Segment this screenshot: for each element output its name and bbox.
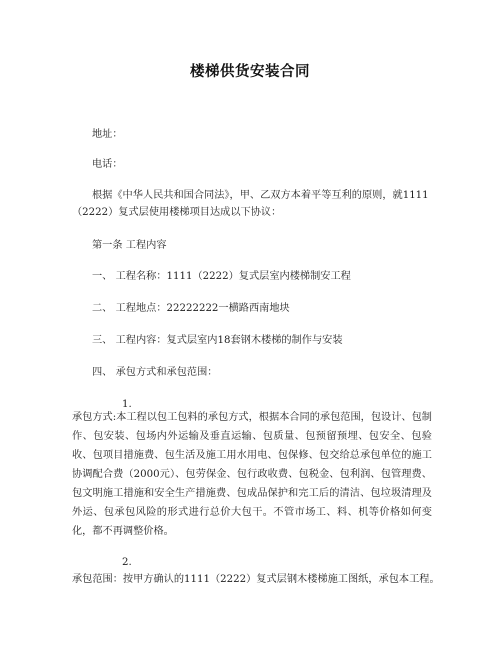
intro-line-2: （2222）复式层使用楼梯项目达成以下协议： [72,207,282,218]
sub-item-1-number: 1. [122,399,132,410]
item-1: 一、 工程名称：1111（2222）复式层室内楼梯制安工程 [92,271,351,282]
sub-item-2-number: 2. [122,557,132,568]
item-4: 四、 承包方式和承包范围： [92,367,218,378]
item-3: 三、 工程内容：复式层室内18套钢木楼梯的制作与安装 [92,335,343,346]
phone-label: 电话： [92,159,123,170]
item-2: 二、 工程地点：22222222一横路西南地块 [92,303,290,314]
document-title: 楼梯供货安装合同 [190,64,310,80]
article1-heading: 第一条 工程内容 [92,240,167,251]
sub-item-1-text: 承包方式:本工程以包工包料的承包方式，根据本合同的承包范围，包设计、包制作、包安装、包场内外运输及垂直运输、包质量、包预留预埋、包安全、包验收、包项目措施费、包生活及施工用水用电、包保修、包交给总承包单位的施工协调配合费（2000元）、包劳保金、包行政收费、包税金、包利润、包管理费、包文明施工措施和安全生产措施费、包成品保护和完工后的清洁、包垃圾清理及外运、包承包风险的形式进行总价大包干。不管市场工、料、机等价格如何变化，都不再调整价格。 [72,412,432,537]
intro-line-1: 根据《中华人民共和国合同法》，甲、乙双方本着平等互利的原则，就1111 [92,190,429,201]
sub-item-2-text: 承包范围：按甲方确认的1111（2222）复式层钢木楼梯施工图纸，承包本工程。 [72,574,440,585]
address-label: 地址： [92,129,123,140]
